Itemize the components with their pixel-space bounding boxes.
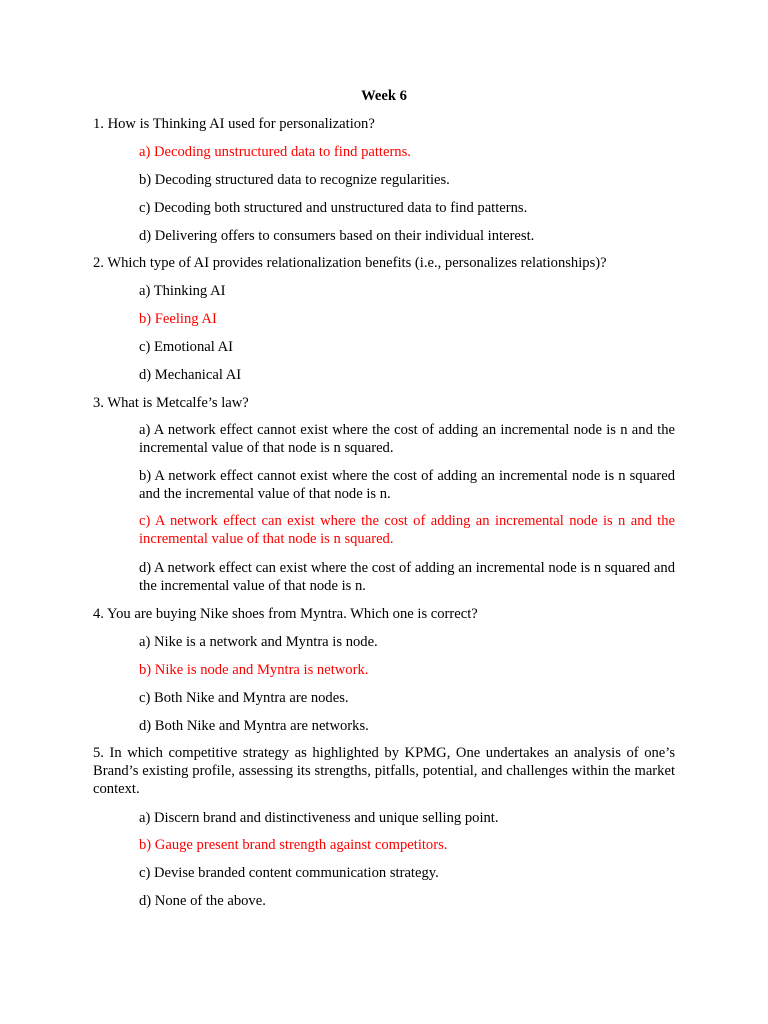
page-title: Week 6	[361, 88, 407, 104]
question-2: 2. Which type of AI provides relationalization benefits (i.e., personalizes relationships)?	[93, 255, 607, 271]
question-4-option-b: b) Nike is node and Myntra is network.	[139, 662, 369, 678]
question-3: 3. What is Metcalfe’s law?	[93, 395, 249, 411]
question-3-option-d: d) A network effect can exist where the cost of adding an incremental node is n squared and the incremental value of that node is n.	[139, 560, 675, 594]
question-4: 4. You are buying Nike shoes from Myntra. Which one is correct?	[93, 606, 478, 622]
question-3-option-c: c) A network effect can exist where the cost of adding an incremental node is n and the incremental value of that node is n squared.	[139, 513, 675, 547]
question-4-option-a: a) Nike is a network and Myntra is node.	[139, 634, 378, 650]
question-1-option-b: b) Decoding structured data to recognize regularities.	[139, 172, 450, 188]
question-2-option-b: b) Feeling AI	[139, 311, 217, 327]
question-3-option-a: a) A network effect cannot exist where the cost of adding an incremental node is n and the incremental value of that node is n squared.	[139, 422, 675, 456]
question-5-option-c: c) Devise branded content communication strategy.	[139, 865, 439, 881]
question-5-option-b: b) Gauge present brand strength against competitors.	[139, 837, 448, 853]
question-2-option-d: d) Mechanical AI	[139, 367, 242, 383]
question-3-option-b: b) A network effect cannot exist where the cost of adding an incremental node is n squared and the incremental value of that node is n.	[139, 468, 675, 502]
question-1-option-c: c) Decoding both structured and unstructured data to find patterns.	[139, 200, 528, 216]
question-5: 5. In which competitive strategy as highlighted by KPMG, One undertakes an analysis of one’s Brand’s existing profile, assessing its strengths, pitfalls, potential, and challenges within the market context.	[93, 745, 675, 797]
question-4-option-c: c) Both Nike and Myntra are nodes.	[139, 690, 349, 706]
question-2-option-a: a) Thinking AI	[139, 283, 226, 299]
question-2-option-c: c) Emotional AI	[139, 339, 234, 355]
question-1-option-d: d) Delivering offers to consumers based on their individual interest.	[139, 228, 535, 244]
question-1: 1. How is Thinking AI used for personalization?	[93, 116, 375, 132]
question-5-option-d: d) None of the above.	[139, 893, 266, 909]
question-1-option-a: a) Decoding unstructured data to find patterns.	[139, 144, 411, 160]
question-5-option-a: a) Discern brand and distinctiveness and unique selling point.	[139, 810, 499, 826]
question-4-option-d: d) Both Nike and Myntra are networks.	[139, 718, 369, 734]
